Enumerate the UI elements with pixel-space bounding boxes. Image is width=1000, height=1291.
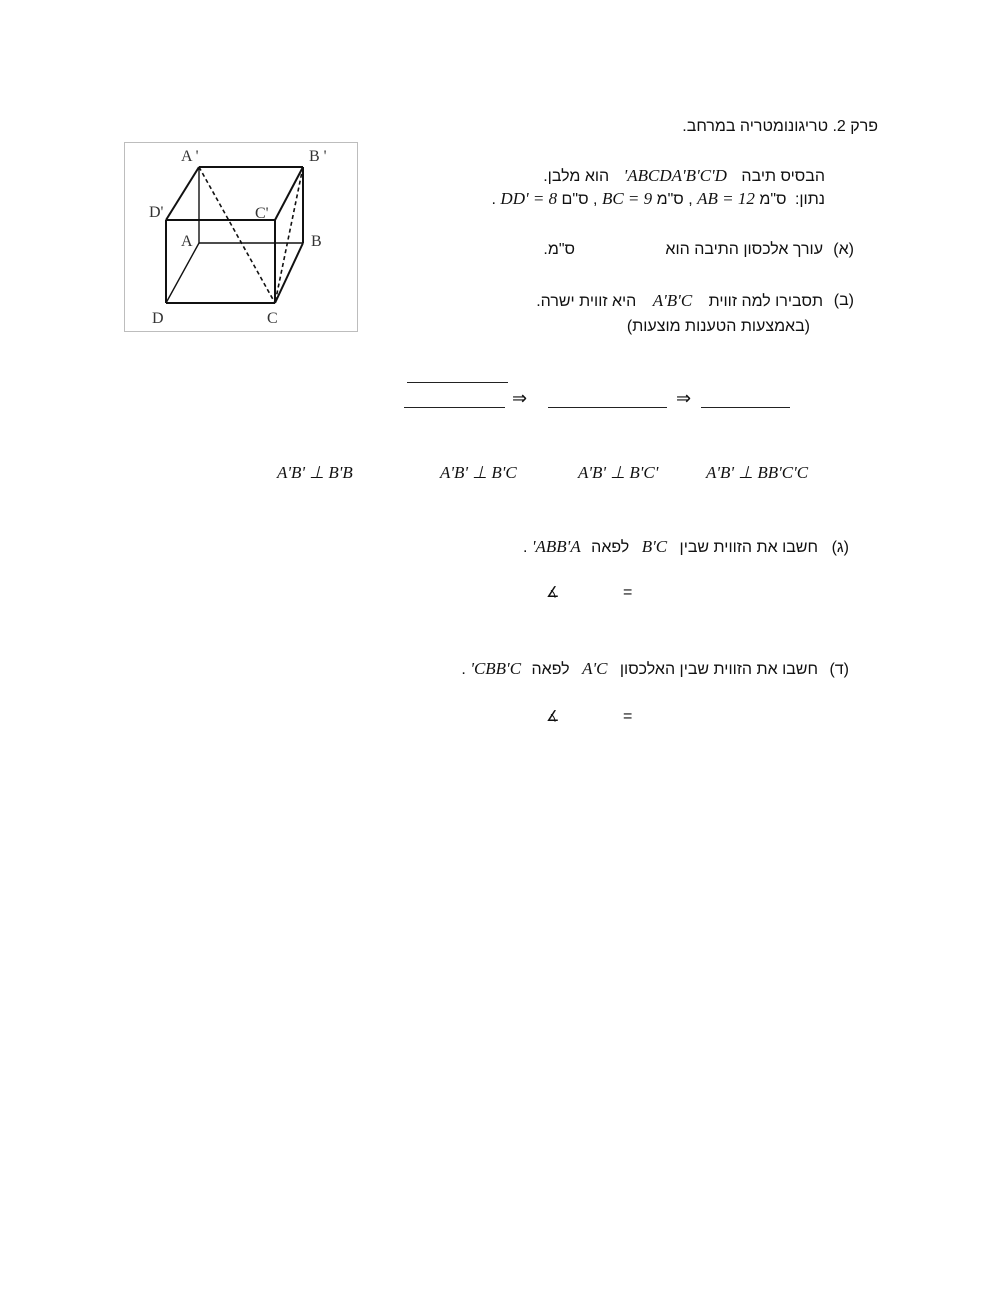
part-b-prefix: תסבירו למה זווית xyxy=(708,293,823,310)
vertex-label-b: B xyxy=(311,233,322,250)
page-title: פרק 2. טריגונומטריה במרחב. xyxy=(682,118,878,135)
part-d-label: (ד) xyxy=(829,661,849,678)
part-d-prefix: חשבו את הזווית שבין האלכסון xyxy=(619,661,818,678)
part-d-face: CBB'C' xyxy=(470,659,522,678)
option-statement[interactable]: A'B' ⊥ B'B xyxy=(277,463,353,482)
edge-a-d xyxy=(166,243,199,303)
angle-icon: ∡ xyxy=(546,583,560,601)
edge-c-b xyxy=(275,243,303,303)
cuboid-diagram xyxy=(125,143,357,331)
part-d-segment: A'C xyxy=(582,659,608,678)
part-c-mid: לפאה xyxy=(591,539,630,556)
part-d-mid: לפאה xyxy=(531,661,570,678)
part-b-note: (באמצעות הטענות מוצעות) xyxy=(626,318,810,335)
part-b-angle: A'B'C xyxy=(652,291,693,310)
vertex-label-aprime: A ' xyxy=(181,148,199,165)
option-statement[interactable]: A'B' ⊥ BB'C'C xyxy=(706,463,809,482)
part-c-label: (ג) xyxy=(831,539,849,556)
bc-value: BC = 9 xyxy=(601,189,653,208)
given-end-dot: . xyxy=(491,191,496,208)
part-c-end-dot: . xyxy=(522,539,528,556)
ab-unit: ס"מ xyxy=(759,191,787,208)
vertex-label-c: C xyxy=(267,310,278,327)
bc-unit: ס"מ xyxy=(656,191,684,208)
part-c-prefix: חשבו את הזווית שבין xyxy=(679,539,818,556)
part-b-line xyxy=(536,291,823,311)
part-d-line xyxy=(461,659,818,679)
part-a-unit: ס"מ. xyxy=(543,241,575,258)
given-label: נתון: xyxy=(794,191,825,208)
intro-suffix: הוא מלבן. xyxy=(543,168,610,185)
vertex-label-a: A xyxy=(181,233,193,250)
part-c-segment: B'C xyxy=(641,537,668,556)
dd-value: DD' = 8 xyxy=(500,189,558,208)
part-b-label: (ב) xyxy=(833,292,854,309)
answer-blank-1[interactable] xyxy=(407,382,508,383)
edge-dprime-aprime xyxy=(166,167,199,220)
dd-unit: ס"ם xyxy=(561,191,589,208)
part-c-line xyxy=(523,537,818,557)
edge-cprime-bprime xyxy=(275,167,303,220)
part-a-label: (א) xyxy=(833,241,854,258)
part-b-suffix: היא זווית ישרה. xyxy=(536,293,637,310)
intro-prefix: הבסיס תיבה xyxy=(741,168,825,185)
option-statement[interactable]: A'B' ⊥ B'C' xyxy=(578,463,659,482)
answer-blank-2[interactable] xyxy=(404,407,505,408)
angle-icon: ∡ xyxy=(546,707,560,725)
vertex-label-d: D xyxy=(152,310,164,327)
answer-blank-4[interactable] xyxy=(701,407,790,408)
diagonal-aprime-c xyxy=(199,167,275,303)
given-line: נתון: ס"מ AB = 12 , ס"מ BC = 9 , ס"ם DD' = 8 . xyxy=(491,189,825,208)
vertex-label-dprime: D' xyxy=(149,204,164,221)
part-c-equals: = xyxy=(623,584,633,601)
option-statement[interactable]: A'B' ⊥ B'C xyxy=(440,463,517,482)
cuboid-figure xyxy=(124,142,358,332)
part-d-equals: = xyxy=(623,708,633,725)
part-d-end-dot: . xyxy=(461,661,466,678)
answer-blank-3[interactable] xyxy=(548,407,667,408)
intro-line-1 xyxy=(543,166,825,186)
cuboid-name: ABCDA'B'C'D' xyxy=(623,166,727,185)
implies-arrow-1: ⇒ xyxy=(512,388,528,409)
part-a-text: עורך אלכסון התיבה הוא xyxy=(665,241,823,258)
ab-value: AB = 12 xyxy=(697,189,755,208)
implies-arrow-2: ⇒ xyxy=(676,388,692,409)
vertex-label-cprime: C' xyxy=(255,205,269,222)
diagonal-bprime-c xyxy=(275,167,303,303)
part-c-face: ABB'A' xyxy=(531,537,581,556)
vertex-label-bprime: B ' xyxy=(309,148,327,165)
